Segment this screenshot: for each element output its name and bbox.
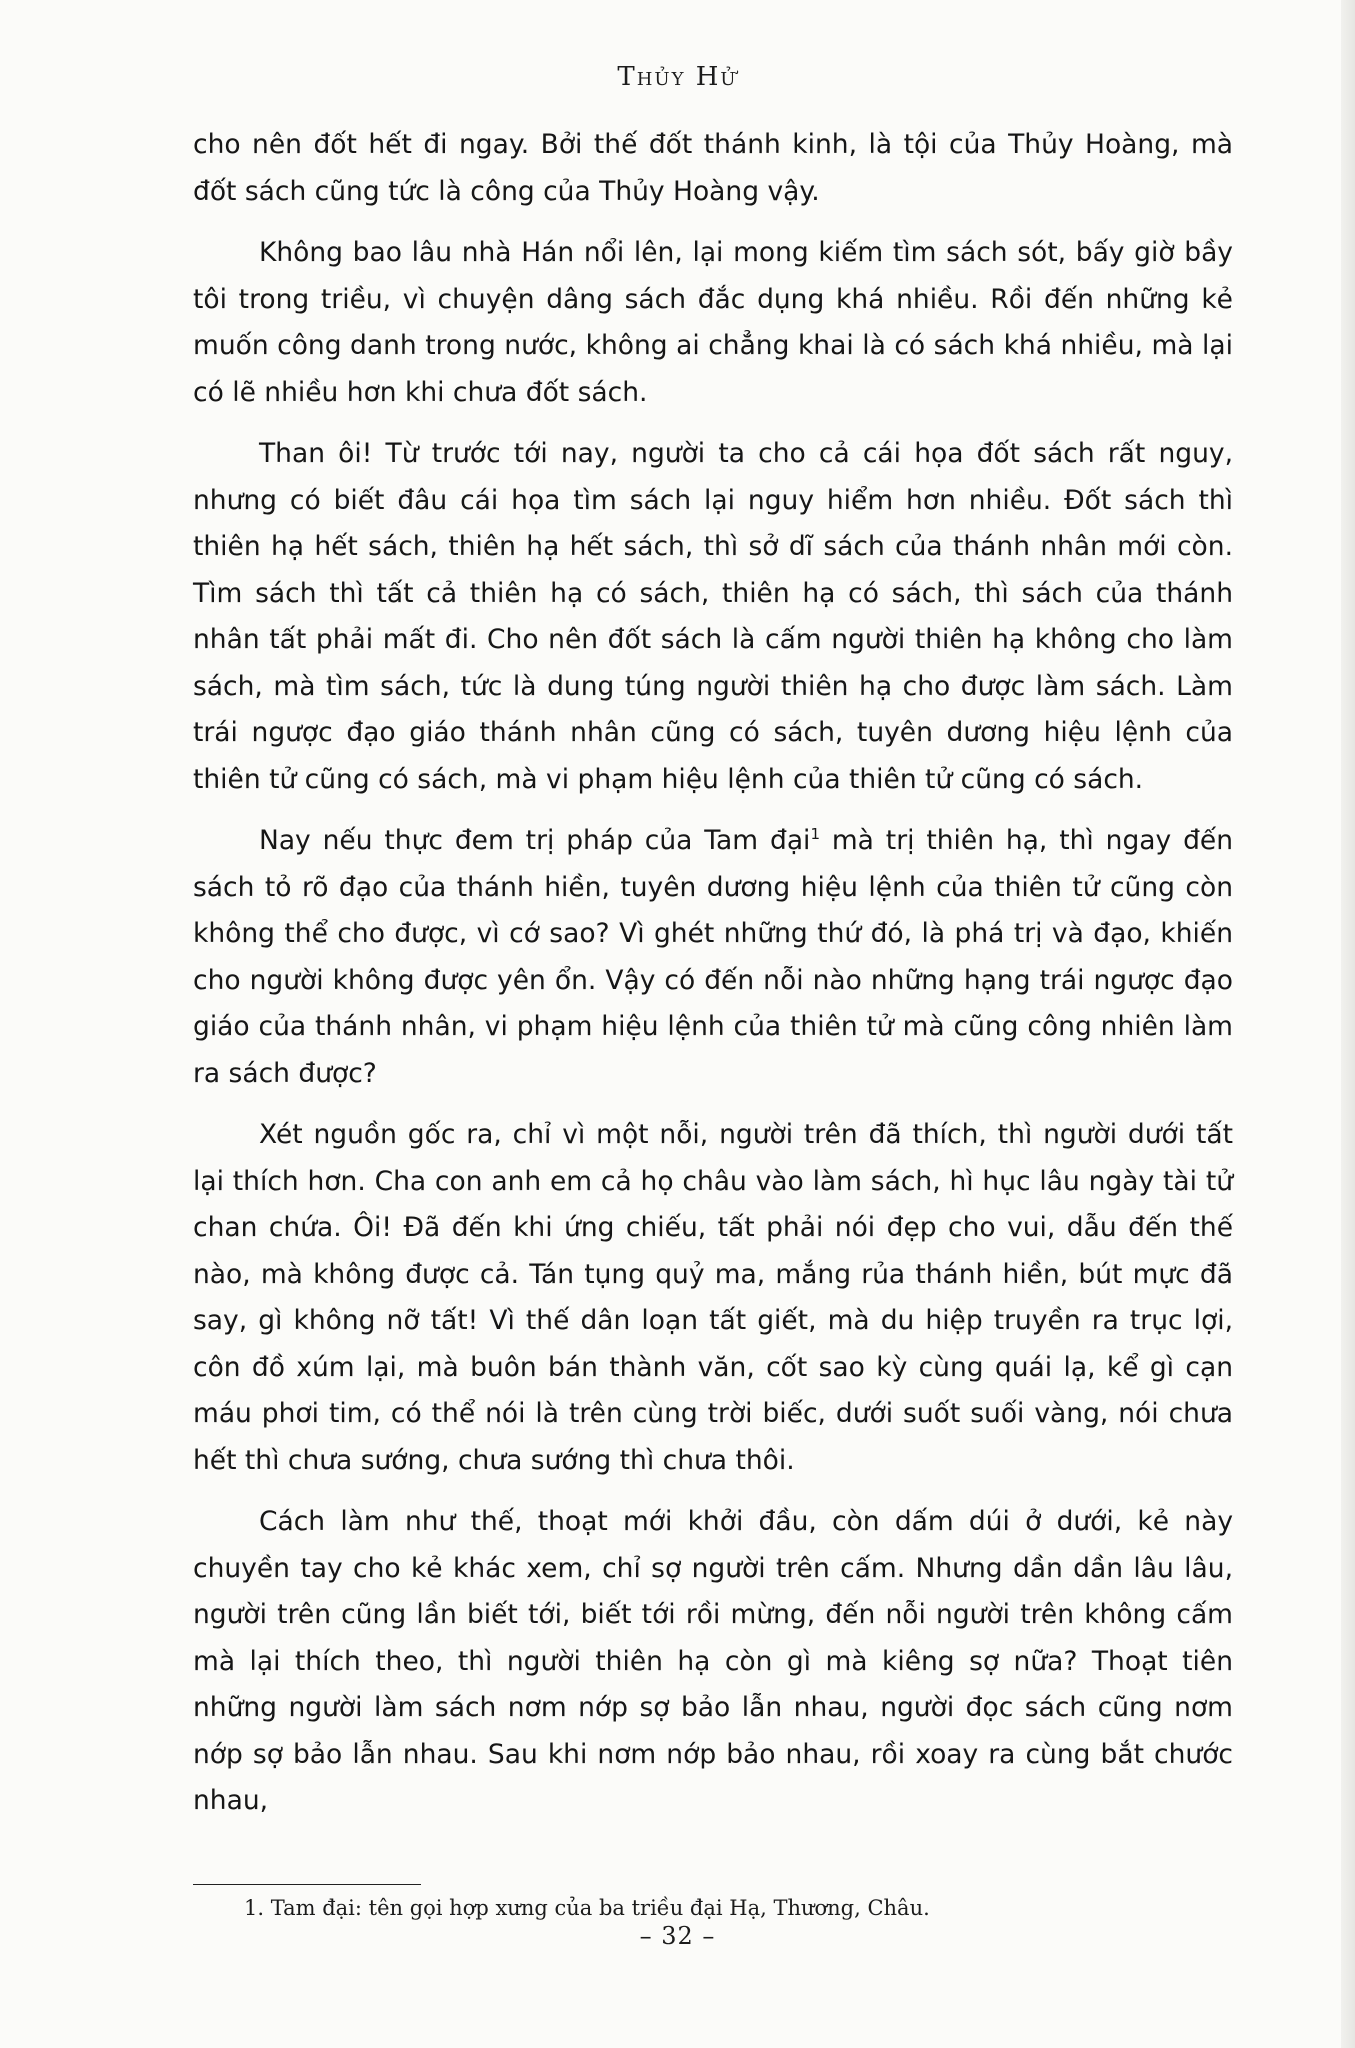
footnote-reference[interactable]: 1 — [810, 825, 820, 844]
body-text — [193, 122, 1233, 1840]
paragraph-with-note — [193, 818, 1233, 1097]
paragraph: Xét nguồn gốc ra, chỉ vì một nỗi, người trên đã thích, thì người dưới tất lại thích hơn. Cha con anh em cả họ châu vào làm sách, hì hục lâu ngày tài tử chan chứa. Ôi! Đã đến khi ứng chiếu, tất phải nói đẹp cho vui, dẫu đến thế nào, mà không được cả. Tán tụng quỷ ma, mắng rủa thánh hiền, bút mực đã say, gì không nỡ tất! Vì thế dân loạn tất giết, mà du hiệp truyền ra trục lợi, côn đồ xúm lại, mà buôn bán thành văn, cốt sao kỳ cùng quái lạ, kể gì cạn máu phơi tim, có thể nói là trên cùng trời biếc, dưới suốt suối vàng, nói chưa hết thì chưa sướng, chưa sướng thì chưa thôi. — [193, 1119, 1233, 1476]
paragraph-continued: cho nên đốt hết đi ngay. Bởi thế đốt thánh kinh, là tội của Thủy Hoàng, mà đốt sách cũng tức là công của Thủy Hoàng vậy. — [193, 129, 1233, 207]
paragraph-text: mà trị thiên hạ, thì ngay đến sách tỏ rõ đạo của thánh hiền, tuyên dương hiệu lệnh của thiên tử cũng còn không thể cho được, vì cớ sao? Vì ghét những thứ đó, là phá trị và đạo, khiến cho người không được yên ổn. Vậy có đến nỗi nào những hạng trái ngược đạo giáo của thánh nhân, vi phạm hiệu lệnh của thiên tử mà cũng công nhiên làm ra sách được? — [193, 825, 1234, 1089]
paragraph: Cách làm như thế, thoạt mới khởi đầu, còn dấm dúi ở dưới, kẻ này chuyền tay cho kẻ khác xem, chỉ sợ người trên cấm. Nhưng dần dần lâu lâu, người trên cũng lần biết tới, biết tới rồi mừng, đến nỗi người trên không cấm mà lại thích theo, thì người thiên hạ còn gì mà kiêng sợ nữa? Thoạt tiên những người làm sách nơm nớp sợ bảo lẫn nhau, người đọc sách cũng nơm nớp sợ bảo lẫn nhau. Sau khi nơm nớp bảo nhau, rồi xoay ra cùng bắt chước nhau, — [193, 1506, 1233, 1816]
page-edge — [1341, 0, 1355, 2048]
paragraph: Than ôi! Từ trước tới nay, người ta cho cả cái họa đốt sách rất nguy, nhưng có biết đâu cái họa tìm sách lại nguy hiểm hơn nhiều. Đốt sách thì thiên hạ hết sách, thiên hạ hết sách, thì sở dĩ sách của thánh nhân mới còn. Tìm sách thì tất cả thiên hạ có sách, thiên hạ có sách, thì sách của thánh nhân tất phải mất đi. Cho nên đốt sách là cấm người thiên hạ không cho làm sách, mà tìm sách, tức là dung túng người thiên hạ cho được làm sách. Làm trái ngược đạo giáo thánh nhân cũng có sách, tuyên dương hiệu lệnh của thiên tử cũng có sách, mà vi phạm hiệu lệnh của thiên tử cũng có sách. — [193, 438, 1233, 795]
running-head: Thủy Hử — [617, 62, 738, 92]
paragraph-text: Nay nếu thực đem trị pháp của Tam đại — [259, 825, 811, 856]
footnote-divider — [193, 1884, 421, 1885]
paragraph: Không bao lâu nhà Hán nổi lên, lại mong kiếm tìm sách sót, bấy giờ bầy tôi trong triều, vì chuyện dâng sách đắc dụng khá nhiều. Rồi đến những kẻ muốn công danh trong nước, không ai chẳng khai là có sách khá nhiều, mà lại có lẽ nhiều hơn khi chưa đốt sách. — [193, 237, 1233, 408]
footnote: 1. Tam đại: tên gọi hợp xưng của ba triều đại Hạ, Thương, Châu. — [244, 1896, 930, 1920]
page-number: – 32 – — [639, 1922, 716, 1950]
